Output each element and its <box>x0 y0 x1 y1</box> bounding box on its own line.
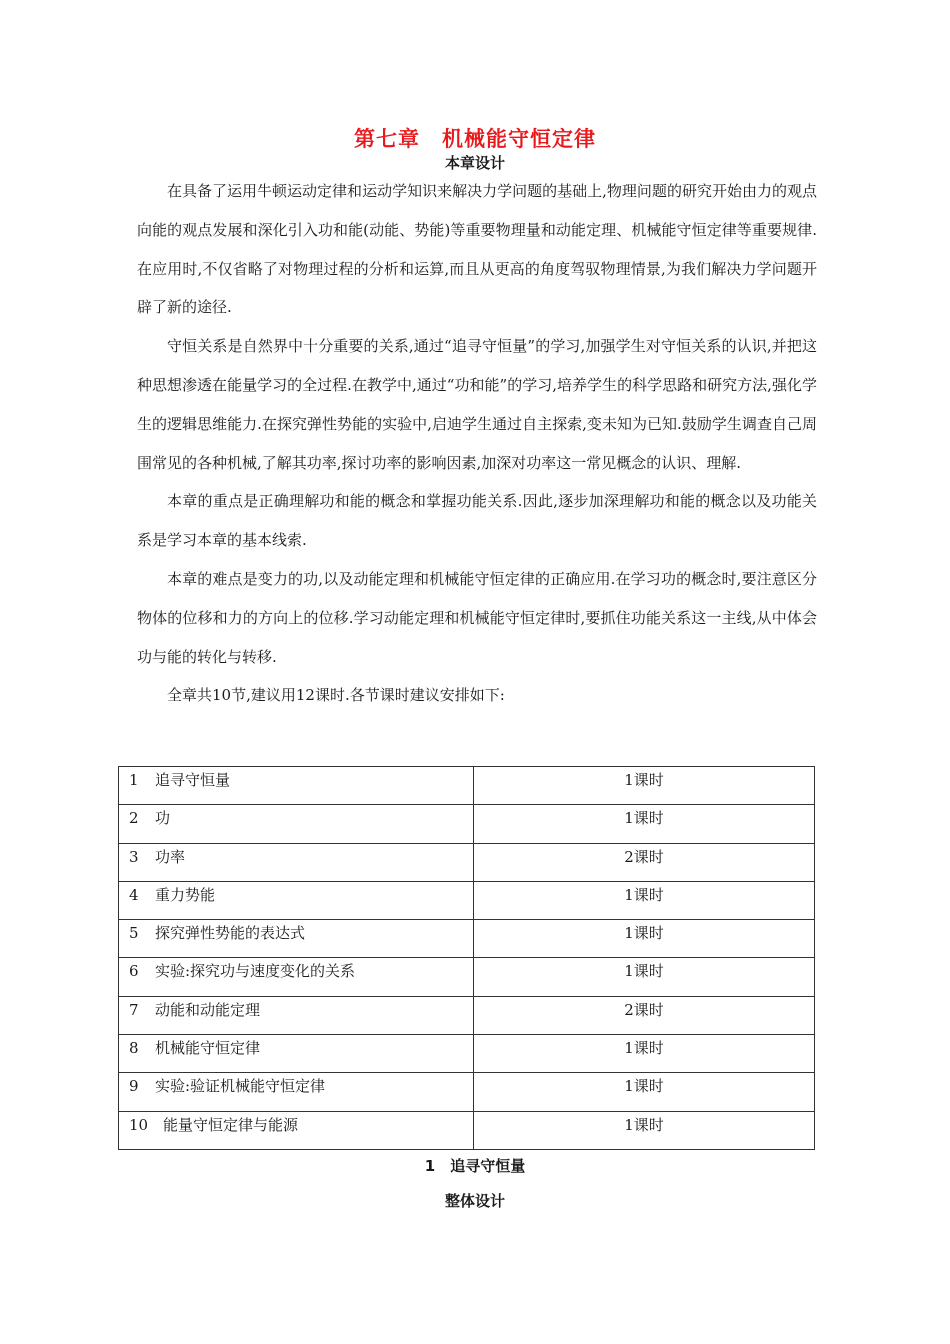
section-number: 2 <box>129 809 139 828</box>
paragraph-intro: 在具备了运用牛顿运动定律和运动学知识来解决力学问题的基础上,物理问题的研究开始由力的观点向能的观点发展和深化引入功和能(动能、势能)等重要物理量和动能定理、机械能守恒定律等重要规律.在应用时,不仅省略了对物理过程的分析和运算,而且从更高的角度驾驭物理情景,为我们解决力学问题开辟了新的途径. <box>137 182 817 317</box>
section-name: 能量守恒定律与能源 <box>163 1115 299 1134</box>
table-row <box>119 996 815 1034</box>
section-number: 4 <box>129 885 139 904</box>
chapter-design-heading: 本章设计 <box>444 154 505 172</box>
schedule-table <box>118 766 815 1150</box>
hours-cell: 1课时 <box>474 1073 815 1111</box>
hours-cell: 2课时 <box>474 843 815 881</box>
section-number: 7 <box>129 1000 139 1019</box>
section-cell <box>119 843 474 881</box>
table-row <box>119 1111 815 1149</box>
paragraph-schedule-intro: 全章共10节,建议用12课时.各节课时建议安排如下: <box>167 686 505 705</box>
section-name: 重力势能 <box>155 885 216 904</box>
hours-cell: 1课时 <box>474 958 815 996</box>
section-number: 9 <box>129 1077 139 1096</box>
section-name: 实验:探究功与速度变化的关系 <box>155 962 356 981</box>
lesson-heading: 1 追寻守恒量 <box>424 1157 526 1175</box>
section-number: 1 <box>129 771 139 789</box>
table-row <box>119 1073 815 1111</box>
section-name: 实验:验证机械能守恒定律 <box>155 1077 326 1096</box>
overall-design-heading: 整体设计 <box>444 1192 505 1210</box>
section-cell <box>119 958 474 996</box>
table-row <box>119 881 815 919</box>
hours-cell: 1课时 <box>474 1035 815 1073</box>
paragraph-difficulties: 本章的难点是变力的功,以及动能定理和机械能守恒定律的正确应用.在学习功的概念时,要注意区分物体的位移和力的方向上的位移.学习动能定理和机械能守恒定律时,要抓住功能关系这一主线,从中体会功与能的转化与转移. <box>137 569 817 666</box>
section-number: 5 <box>129 924 139 943</box>
section-name: 探究弹性势能的表达式 <box>155 924 306 943</box>
hours-cell: 1课时 <box>474 1111 815 1149</box>
hours-cell: 1课时 <box>474 767 815 805</box>
table-row <box>119 1035 815 1073</box>
section-name: 动能和动能定理 <box>155 1000 261 1019</box>
section-cell <box>119 881 474 919</box>
section-cell <box>119 1073 474 1111</box>
chapter-title: 第七章 机械能守恒定律 <box>354 127 596 151</box>
section-name: 功 <box>155 809 171 828</box>
section-cell <box>119 805 474 843</box>
paragraph-key-points: 本章的重点是正确理解功和能的概念和掌握功能关系.因此,逐步加深理解功和能的概念以及功能关系是学习本章的基本线索. <box>137 492 817 550</box>
table-row <box>119 920 815 958</box>
table-row <box>119 958 815 996</box>
paragraph-conservation: 守恒关系是自然界中十分重要的关系,通过“追寻守恒量”的学习,加强学生对守恒关系的认识,并把这种思想渗透在能量学习的全过程.在教学中,通过“功和能”的学习,培养学生的科学思路和研究方法,强化学生的逻辑思维能力.在探究弹性势能的实验中,启迪学生通过自主探索,变未知为已知.鼓励学生调查自己周围常见的各种机械,了解其功率,探讨功率的影响因素,加深对功率这一常见概念的认识、理解. <box>137 337 817 472</box>
section-number: 8 <box>129 1039 139 1058</box>
hours-cell: 1课时 <box>474 805 815 843</box>
table-row <box>119 767 815 805</box>
section-cell <box>119 1111 474 1149</box>
section-cell <box>119 996 474 1034</box>
hours-cell: 2课时 <box>474 996 815 1034</box>
hours-cell: 1课时 <box>474 920 815 958</box>
section-number: 6 <box>129 962 139 981</box>
section-name: 功率 <box>155 847 186 866</box>
section-cell <box>119 767 474 805</box>
hours-cell: 1课时 <box>474 881 815 919</box>
chapter-body <box>137 172 817 715</box>
table-row <box>119 805 815 843</box>
section-cell <box>119 920 474 958</box>
section-name: 机械能守恒定律 <box>155 1039 261 1058</box>
section-cell <box>119 1035 474 1073</box>
section-number: 10 <box>129 1115 149 1134</box>
section-number: 3 <box>129 847 139 866</box>
section-name: 追寻守恒量 <box>155 771 231 789</box>
table-row <box>119 843 815 881</box>
